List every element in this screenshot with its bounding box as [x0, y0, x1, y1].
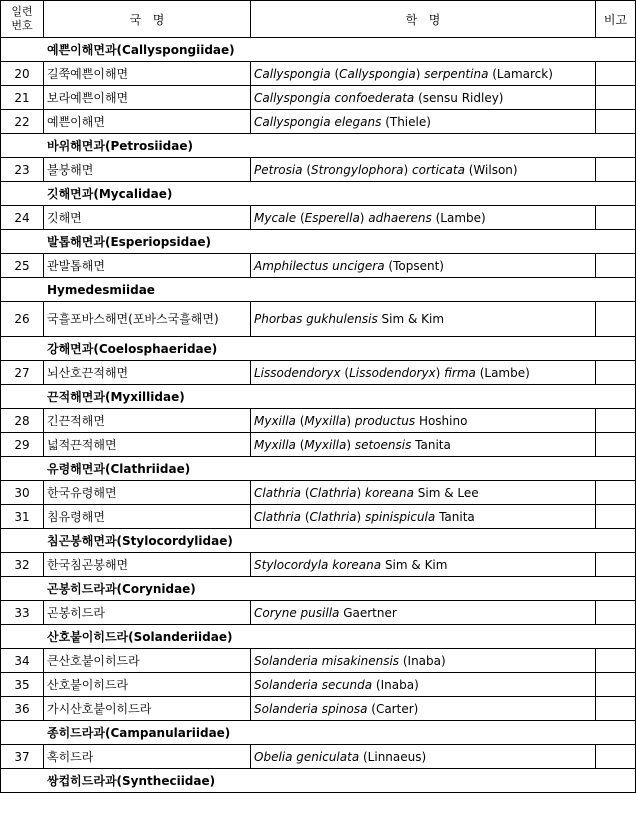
scientific-name-italic: Phorbas gukhulensis	[254, 312, 378, 326]
scientific-name-cell	[251, 649, 596, 673]
scientific-name-italic: Callyspongia elegans	[254, 114, 382, 129]
scientific-name-italic: Callyspongia	[254, 66, 331, 81]
serial-number-cell: 21	[1, 86, 44, 110]
korean-name-cell: 길쭉예쁜이해면	[44, 62, 251, 86]
species-row	[1, 254, 636, 278]
scientific-name-cell	[251, 62, 596, 86]
scientific-name-italic: Clathria	[309, 509, 357, 524]
korean-name-cell: 깃해면	[44, 206, 251, 230]
species-row	[1, 361, 636, 385]
family-row	[1, 134, 636, 158]
scientific-name-cell	[251, 481, 596, 505]
species-row	[1, 481, 636, 505]
scientific-name-cell	[251, 206, 596, 230]
remark-cell	[596, 697, 636, 721]
serial-number-cell: 34	[1, 649, 44, 673]
scientific-name-cell	[251, 553, 596, 577]
korean-name-cell: 관발톱해면	[44, 254, 251, 278]
species-row	[1, 433, 636, 457]
species-row	[1, 697, 636, 721]
scientific-name-text: (Thiele)	[381, 114, 431, 129]
serial-number-cell: 32	[1, 553, 44, 577]
scientific-name-italic: Lissodendoryx	[349, 365, 436, 380]
scientific-name-cell	[251, 697, 596, 721]
remark-cell	[596, 481, 636, 505]
species-row	[1, 62, 636, 86]
family-label: 강해면과(Coelosphaeridae)	[1, 337, 636, 361]
scientific-name-text: (Inaba)	[399, 653, 446, 668]
scientific-name-italic: productus	[354, 413, 416, 428]
scientific-name-italic: Solanderia spinosa	[254, 701, 368, 716]
species-row	[1, 673, 636, 697]
korean-name-cell: 예쁜이해면	[44, 110, 251, 134]
header-serial-line1: 일련	[11, 5, 33, 18]
scientific-name-italic: Clathria	[254, 485, 301, 500]
korean-name-cell: 가시산호붙이히드라	[44, 697, 251, 721]
family-row	[1, 577, 636, 601]
scientific-name-cell	[251, 86, 596, 110]
serial-number-cell: 29	[1, 433, 44, 457]
header-remark: 비고	[596, 1, 636, 38]
scientific-name-text: (	[295, 413, 305, 428]
scientific-name-italic: koreana	[365, 485, 414, 500]
remark-cell	[596, 673, 636, 697]
species-row	[1, 302, 636, 337]
family-row	[1, 529, 636, 553]
family-label: 끈적해면과(Myxillidae)	[1, 385, 636, 409]
scientific-name-text: (	[340, 365, 350, 380]
species-row	[1, 649, 636, 673]
korean-name-cell: 곤봉히드라	[44, 601, 251, 625]
serial-number-cell: 27	[1, 361, 44, 385]
scientific-name-cell	[251, 110, 596, 134]
header-serial-number	[1, 1, 44, 38]
scientific-name-text: (Wilson)	[464, 162, 518, 177]
header-scientific-name: 학 명	[251, 1, 596, 38]
scientific-name-text: Sim & Kim	[377, 312, 445, 326]
scientific-name-cell	[251, 361, 596, 385]
scientific-name-italic: Petrosia	[254, 162, 303, 177]
scientific-name-text: (Topsent)	[384, 258, 444, 273]
scientific-name-italic: serpentina	[424, 66, 489, 81]
serial-number-cell: 25	[1, 254, 44, 278]
serial-number-cell: 23	[1, 158, 44, 182]
family-label: 발톱해면과(Esperiopsidae)	[1, 230, 636, 254]
scientific-name-italic: Strongylophora	[311, 162, 404, 177]
serial-number-cell: 36	[1, 697, 44, 721]
remark-cell	[596, 409, 636, 433]
remark-cell	[596, 62, 636, 86]
scientific-name-text: Tanita	[411, 437, 451, 452]
species-table-body	[1, 1, 636, 793]
family-label: 종히드라과(Campanulariidae)	[1, 721, 636, 745]
korean-name-cell: 불붕해면	[44, 158, 251, 182]
scientific-name-italic: corticata	[412, 162, 465, 177]
scientific-name-italic: Stylocordyla koreana	[254, 557, 382, 572]
scientific-name-text: (	[302, 162, 312, 177]
scientific-name-italic: Coryne pusilla	[254, 605, 340, 620]
header-serial-line2: 번호	[11, 19, 33, 32]
korean-name-cell: 침유령해면	[44, 505, 251, 529]
species-row	[1, 553, 636, 577]
species-row	[1, 110, 636, 134]
scientific-name-italic: firma	[444, 365, 476, 380]
scientific-name-text: )	[415, 66, 425, 81]
scientific-name-cell	[251, 158, 596, 182]
scientific-name-text: (	[301, 509, 310, 524]
serial-number-cell: 33	[1, 601, 44, 625]
korean-name-cell: 한국침곤봉해면	[44, 553, 251, 577]
family-label: Hymedesmiidae	[1, 278, 636, 302]
remark-cell	[596, 86, 636, 110]
serial-number-cell: 20	[1, 62, 44, 86]
remark-cell	[596, 361, 636, 385]
remark-cell	[596, 302, 636, 337]
remark-cell	[596, 433, 636, 457]
family-label: 예쁜이해면과(Callyspongiidae)	[1, 38, 636, 62]
family-row	[1, 385, 636, 409]
scientific-name-cell	[251, 673, 596, 697]
scientific-name-text: Gaertner	[339, 605, 397, 620]
scientific-name-italic: Mycale	[254, 210, 297, 225]
scientific-name-text: (	[330, 66, 340, 81]
header-korean-name: 국 명	[44, 1, 251, 38]
scientific-name-cell	[251, 505, 596, 529]
species-row	[1, 158, 636, 182]
scientific-name-text: (sensu Ridley)	[414, 90, 504, 105]
serial-number-cell: 30	[1, 481, 44, 505]
scientific-name-cell	[251, 433, 596, 457]
scientific-name-italic: Myxilla	[254, 413, 296, 428]
serial-number-cell: 24	[1, 206, 44, 230]
scientific-name-text: (Lamarck)	[488, 66, 553, 81]
remark-cell	[596, 745, 636, 769]
species-row	[1, 745, 636, 769]
species-row	[1, 206, 636, 230]
family-row	[1, 182, 636, 206]
scientific-name-text: )	[435, 365, 445, 380]
table-header-row	[1, 1, 636, 38]
remark-cell	[596, 553, 636, 577]
scientific-name-italic: Lissodendoryx	[254, 365, 341, 380]
scientific-name-text: )	[359, 210, 369, 225]
remark-cell	[596, 505, 636, 529]
scientific-name-text: )	[403, 162, 412, 177]
serial-number-cell: 26	[1, 302, 44, 337]
scientific-name-text: Hoshino	[415, 413, 468, 428]
scientific-name-text: )	[356, 485, 365, 500]
korean-name-cell: 혹히드라	[44, 745, 251, 769]
family-label: 산호붙이히드라(Solanderiidae)	[1, 625, 636, 649]
scientific-name-text: (Lambe)	[431, 210, 486, 225]
korean-name-cell: 산호붙이히드라	[44, 673, 251, 697]
serial-number-cell: 28	[1, 409, 44, 433]
scientific-name-italic: Clathria	[254, 509, 301, 524]
scientific-name-text: )	[346, 437, 355, 452]
scientific-name-cell	[251, 409, 596, 433]
scientific-name-text: (	[295, 437, 305, 452]
family-label: 곤봉히드라과(Corynidae)	[1, 577, 636, 601]
scientific-name-italic: Solanderia misakinensis	[254, 653, 400, 668]
remark-cell	[596, 649, 636, 673]
species-row	[1, 601, 636, 625]
scientific-name-italic: Clathria	[309, 485, 357, 500]
scientific-name-italic: Callyspongia	[339, 66, 416, 81]
family-row	[1, 457, 636, 481]
scientific-name-italic: adhaerens	[368, 210, 432, 225]
remark-cell	[596, 158, 636, 182]
family-row	[1, 38, 636, 62]
family-label: 침곤봉해면과(Stylocordylidae)	[1, 529, 636, 553]
scientific-name-italic: Esperella	[304, 210, 360, 225]
species-row	[1, 505, 636, 529]
scientific-name-italic: setoensis	[354, 437, 412, 452]
scientific-name-cell	[251, 745, 596, 769]
family-row	[1, 230, 636, 254]
scientific-name-cell	[251, 254, 596, 278]
korean-name-cell: 뇌산호끈적해면	[44, 361, 251, 385]
serial-number-cell: 37	[1, 745, 44, 769]
scientific-name-italic: Myxilla	[254, 437, 296, 452]
serial-number-cell: 35	[1, 673, 44, 697]
family-label: 깃해면과(Mycalidae)	[1, 182, 636, 206]
korean-name-cell: 보라예쁜이해면	[44, 86, 251, 110]
korean-name-cell: 국흘포바스해면(포바스국흘해면)	[44, 302, 251, 337]
serial-number-cell: 31	[1, 505, 44, 529]
family-label: 유령해면과(Clathriidae)	[1, 457, 636, 481]
scientific-name-italic: Myxilla	[304, 437, 347, 452]
species-row	[1, 409, 636, 433]
remark-cell	[596, 254, 636, 278]
family-row	[1, 625, 636, 649]
scientific-name-italic: Myxilla	[304, 413, 347, 428]
scientific-name-cell	[251, 302, 596, 337]
family-row	[1, 721, 636, 745]
korean-name-cell: 큰산호붙이히드라	[44, 649, 251, 673]
family-row	[1, 337, 636, 361]
remark-cell	[596, 110, 636, 134]
korean-name-cell: 한국유령해면	[44, 481, 251, 505]
scientific-name-italic: Obelia geniculata	[254, 749, 360, 764]
remark-cell	[596, 601, 636, 625]
scientific-name-text: Tanita	[435, 509, 475, 524]
scientific-name-italic: Solanderia secunda	[254, 677, 373, 692]
scientific-name-italic: spinispicula	[365, 509, 436, 524]
korean-name-cell: 긴끈적해면	[44, 409, 251, 433]
scientific-name-text: Sim & Lee	[413, 485, 479, 500]
korean-name-cell: 넓적끈적해면	[44, 433, 251, 457]
scientific-name-italic: Callyspongia confoederata	[254, 90, 415, 105]
scientific-name-text: (	[301, 485, 310, 500]
scientific-name-text: (Inaba)	[372, 677, 419, 692]
scientific-name-text: Sim & Kim	[381, 557, 448, 572]
scientific-name-text: (Lambe)	[475, 365, 530, 380]
family-label: 바위해면과(Petrosiidae)	[1, 134, 636, 158]
scientific-name-text: )	[356, 509, 365, 524]
species-row	[1, 86, 636, 110]
scientific-name-text: )	[346, 413, 355, 428]
scientific-name-text: (	[296, 210, 305, 225]
serial-number-cell: 22	[1, 110, 44, 134]
scientific-name-text: (Carter)	[367, 701, 419, 716]
scientific-name-text: (Linnaeus)	[359, 749, 427, 764]
family-row	[1, 769, 636, 793]
family-row	[1, 278, 636, 302]
remark-cell	[596, 206, 636, 230]
scientific-name-cell	[251, 601, 596, 625]
family-label: 쌍컵히드라과(Syntheciidae)	[1, 769, 636, 793]
scientific-name-italic: Amphilectus uncigera	[254, 258, 385, 273]
